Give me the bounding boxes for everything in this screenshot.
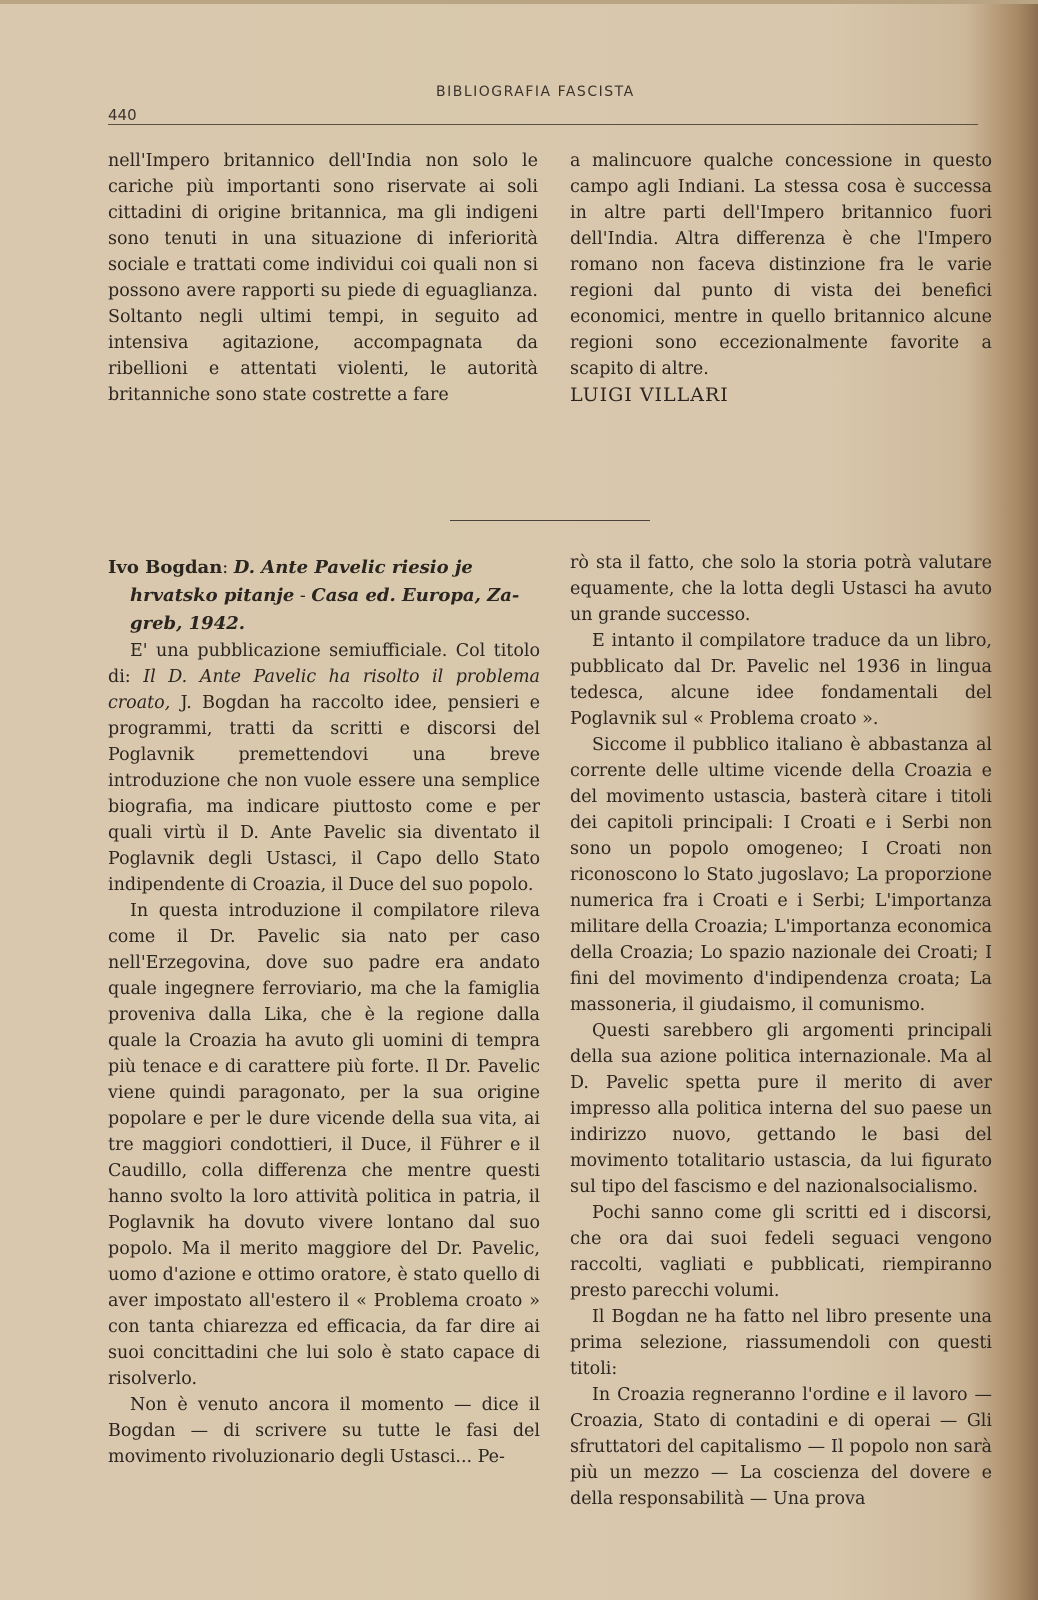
paragraph: a malincuore qualche concessione in questo campo agli Indiani. La stessa cosa è successa in altre parti dell'Impero britannico fuori dell'India. Altra differenza è che l'Impero romano non faceva distinzione fra le varie regioni dal punto di vista dei benefici economici, mentre in quello britannico alcune regioni sono eccezionalmente favorite a scapito di altre. (570, 151, 992, 379)
running-title: BIBLIOGRAFIA FASCISTA (436, 84, 635, 100)
page-top-edge (0, 0, 1038, 4)
column-top-right (570, 148, 992, 408)
entry-title-line2: hrvatsko pitanje (130, 585, 295, 606)
author-signature: LUIGI VILLARI (570, 384, 729, 406)
column-top-left (108, 148, 538, 408)
bibliography-entry-heading (108, 554, 540, 638)
column-bottom-right (570, 550, 992, 1512)
entry-dash: - (299, 586, 312, 606)
text: E' una pubblicazione semiufficiale. Col titolo di: (108, 641, 540, 687)
entry-publisher-city-year: greb, 1942. (130, 613, 246, 634)
page-number: 440 (108, 106, 137, 124)
entry-colon: : (222, 558, 234, 578)
paragraph: In Croazia regneranno l'ordine e il lavoro — Croazia, Stato di contadini e di operai — Gli sfruttatori del capitalismo — Il popolo non sarà più un mezzo — La coscienza del dovere e della responsabilità — Una prova (570, 1385, 992, 1509)
paragraph (108, 638, 540, 898)
entry-publisher: Casa ed. Europa, Za- (311, 585, 520, 606)
entry-author: Ivo Bogdan (108, 557, 223, 578)
text: J. Bogdan ha raccolto idee, pensieri e programmi, tratti da scritti e discorsi del Poglavnik premettendovi una breve introduzione che non vuole essere una semplice biografia, ma indicare piuttosto come e per quali virtù il D. Ante Pavelic sia diventato il Poglavnik degli Ustasci, il Capo dello Stato indipendente di Croazia, il Duce del suo popolo. (108, 693, 540, 895)
paragraph: Questi sarebbero gli argomenti principali della sua azione politica internazionale. Ma al D. Pavelic spetta pure il merito di aver impresso alla politica interna del suo paese un indirizzo nuovo, gettando le basi del movimento totalitario ustascia, da lui figurato sul tipo del fascismo e del nazionalsocialismo. (570, 1021, 992, 1197)
paragraph: Il Bogdan ne ha fatto nel libro presente una prima selezione, riassumendoli con questi titoli: (570, 1307, 992, 1379)
paragraph: nell'Impero britannico dell'India non solo le cariche più importanti sono riservate ai soli cittadini di origine britannica, ma gli indigeni sono tenuti in una situazione di inferiorità sociale e trattati come individui coi quali non si possono avere rapporti su piede di eguaglianza. Soltanto negli ultimi tempi, in seguito ad intensiva agitazione, accompagnata da ribellioni e attentati violenti, le autorità britanniche sono state costrette a fare (108, 151, 538, 405)
paragraph: In questa introduzione il compilatore rileva come il Dr. Pavelic sia nato per caso nell'Erzegovina, dove suo padre era andato quale ingegnere ferroviario, ma che la famiglia proveniva dalla Lika, che è la regione dalla quale la Croazia ha avuto gli uomini di tempra più tenace e di carattere più forte. Il Dr. Pavelic viene quindi paragonato, per la sua origine popolare e per le dure vicende della sua vita, ai tre maggiori condottieri, il Duce, il Führer e il Caudillo, colla differenza che mentre questi hanno svolto la loro attività politica in patria, il Poglavnik ha dovuto vivere lontano dal suo popolo. Ma il merito maggiore del Dr. Pavelic, uomo d'azione e ottimo oratore, è stato quello di aver impostato all'estero il « Problema croato » con tanta chiarezza ed efficacia, da far dire ai suoi concittadini che lui solo è stato capace di risolverlo. (108, 901, 540, 1389)
paragraph: Siccome il pubblico italiano è abbastanza al corrente delle ultime vicende della Croazia e del movimento ustascia, basterà citare i titoli dei capitoli principali: I Croati e i Serbi non sono un popolo omogeneo; I Croati non riconoscono lo Stato jugoslavo; La proporzione numerica fra i Croati e i Serbi; L'importanza militare della Croazia; L'importanza economica della Croazia; Lo spazio nazionale dei Croati; I fini del movimento d'indipendenza croata; La massoneria, il giudaismo, il comunismo. (570, 735, 992, 1015)
paragraph: E intanto il compilatore traduce da un libro, pubblicato dal Dr. Pavelic nel 1936 in lingua tedesca, alcune idee fondamentali del Poglavnik sul « Problema croato ». (570, 631, 992, 729)
quoted-title: Il D. Ante Pavelic ha risolto il problema croato, (108, 667, 540, 713)
paragraph: rò sta il fatto, che solo la storia potrà valutare equamente, che la lotta degli Ustasci ha avuto un grande successo. (570, 553, 992, 625)
section-separator (450, 520, 650, 521)
paragraph: Non è venuto ancora il momento — dice il Bogdan — di scrivere su tutte le fasi del movimento rivoluzionario degli Ustasci... Pe- (108, 1395, 540, 1467)
paragraph: Pochi sanno come gli scritti ed i discorsi, che ora dai suoi fedeli seguaci vengono raccolti, vagliati e pubblicati, riempiranno presto parecchi volumi. (570, 1203, 992, 1301)
header-rule (108, 124, 978, 125)
column-bottom-left (108, 554, 540, 1470)
entry-title-line1: D. Ante Pavelic riesio je (233, 557, 473, 578)
